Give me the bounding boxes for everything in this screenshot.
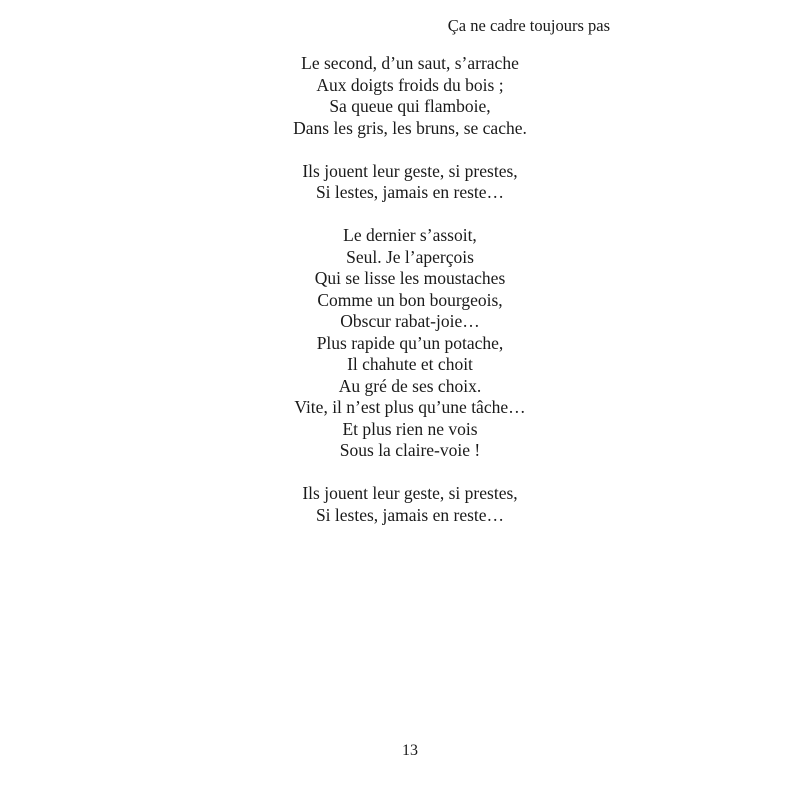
verse-line: Plus rapide qu’un potache,	[316, 332, 504, 353]
verse-line: Ils jouent leur geste, si prestes,	[302, 483, 518, 503]
poem	[0, 53, 800, 548]
verse-line: Vite, il n’est plus qu’une tâche…	[294, 397, 526, 417]
stanza-3	[0, 225, 800, 462]
verse-line: Qui se lisse les moustaches	[314, 268, 506, 288]
verse-line: Et plus rien ne vois	[342, 418, 478, 439]
verse-line: Le second, d’un saut, s’arrache	[301, 53, 519, 73]
stanza-4	[0, 483, 800, 526]
stanza-2	[0, 161, 800, 204]
verse-line: Seul. Je l’aperçois	[346, 246, 474, 267]
stanza-1	[0, 53, 800, 139]
verse-line: Comme un bon bourgeois,	[317, 289, 503, 310]
verse-line: Obscur rabat-joie…	[340, 311, 480, 331]
verse-line: Au gré de ses choix.	[338, 375, 482, 396]
page-number: 13	[402, 742, 418, 759]
verse-line: Il chahute et choit	[347, 354, 473, 374]
verse-line: Sa queue qui flamboie,	[329, 96, 491, 116]
verse-line: Le dernier s’assoit,	[343, 225, 477, 245]
running-header: Ça ne cadre toujours pas	[447, 16, 610, 35]
verse-line: Aux doigts froids du bois ;	[316, 74, 504, 95]
verse-line: Dans les gris, les bruns, se cache.	[293, 117, 527, 138]
verse-line: Si lestes, jamais en reste…	[315, 182, 505, 202]
verse-line: Ils jouent leur geste, si prestes,	[302, 160, 518, 181]
verse-line: Si lestes, jamais en reste…	[315, 504, 505, 525]
verse-line: Sous la claire-voie !	[339, 440, 481, 460]
